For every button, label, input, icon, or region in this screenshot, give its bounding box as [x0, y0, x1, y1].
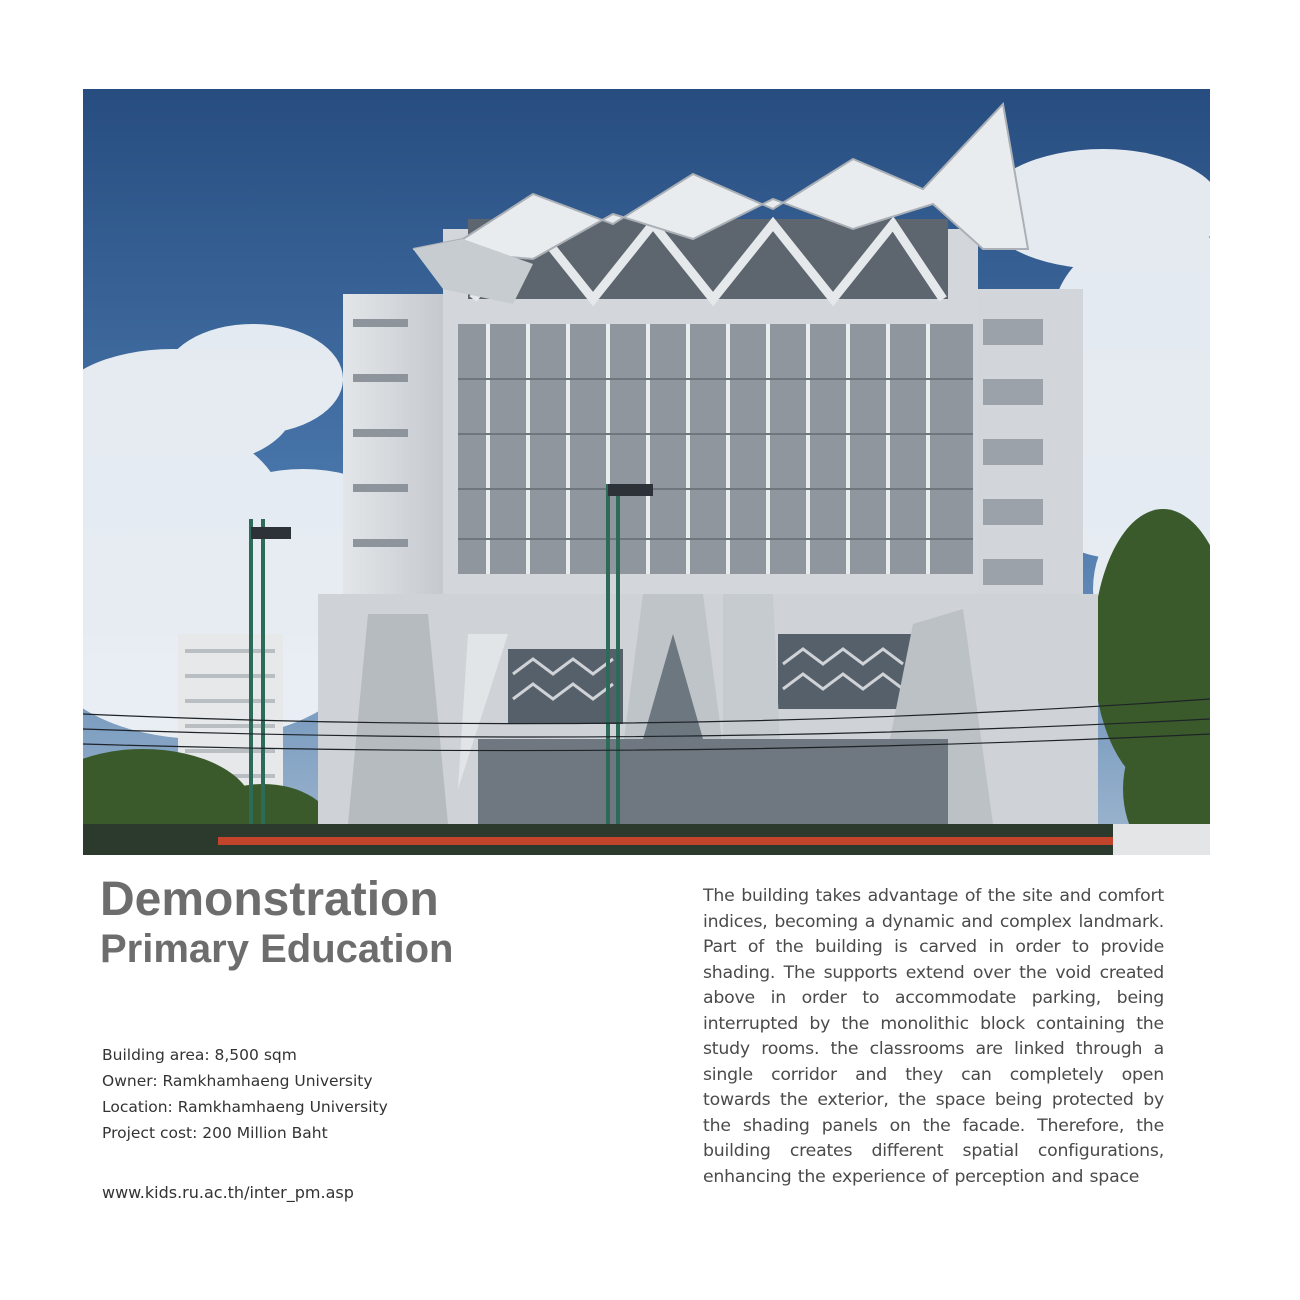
- fact-location: Location: Ramkhamhaeng University: [102, 1098, 388, 1116]
- project-description: The building takes advantage of the site and comfort indices, becoming a dynamic and complex landmark. Part of the building is carved in order to provide shading. The supports extend over the void created above in order to accommodate parking, being interrupted by the monolithic block containing the study rooms. the classrooms are linked through a single corridor and they can completely open towards the exterior, the space being protected by the shading panels on the facade. Therefore, the building creates different spatial configurations, enhancing the experience of perception and space: [703, 886, 1164, 1187]
- building-photo: [83, 89, 1210, 855]
- building-illustration: [83, 89, 1210, 855]
- project-title-line2: Primary Education: [100, 926, 454, 971]
- fact-building-area: Building area: 8,500 sqm: [102, 1046, 297, 1064]
- fact-project-cost: Project cost: 200 Million Baht: [102, 1124, 328, 1142]
- project-website: www.kids.ru.ac.th/inter_pm.asp: [102, 1183, 354, 1202]
- fact-owner: Owner: Ramkhamhaeng University: [102, 1072, 373, 1090]
- project-facts: [102, 1042, 388, 1146]
- project-title-line1: Demonstration: [100, 873, 439, 926]
- project-title: [100, 874, 453, 971]
